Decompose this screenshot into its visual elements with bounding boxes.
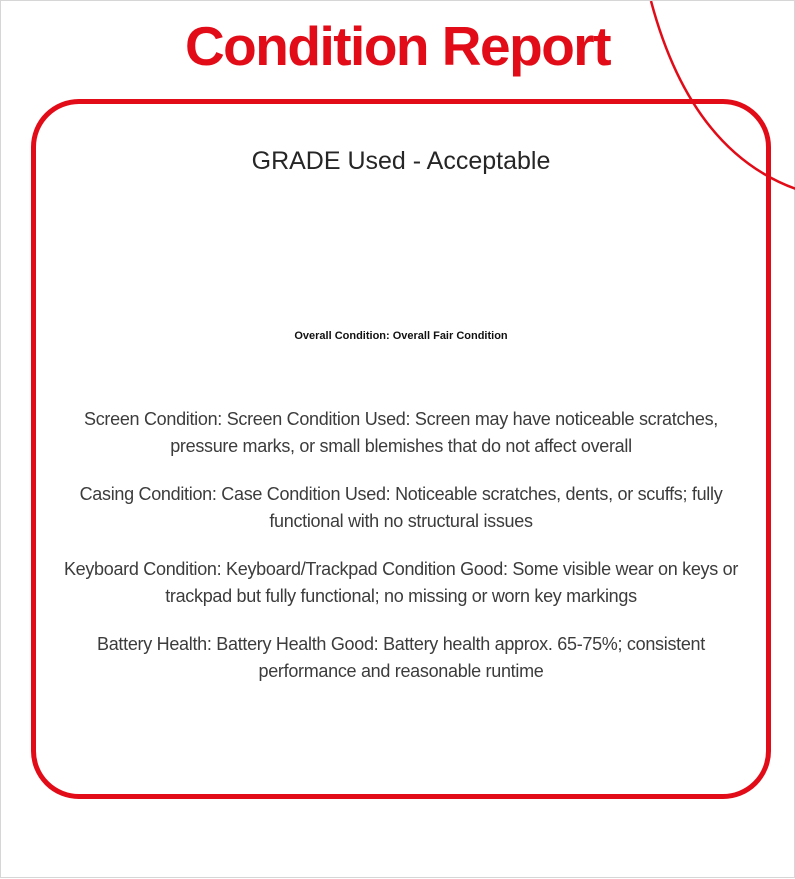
section-screen-condition: Screen Condition: Screen Condition Used: Screen may have noticeable scratches, pressure marks, or small blemishes that do not affect overall bbox=[84, 409, 718, 456]
grade-heading: GRADE Used - Acceptable bbox=[251, 147, 551, 175]
overall-condition-line: Overall Condition: Overall Fair Condition bbox=[294, 330, 508, 342]
section-keyboard-condition: Keyboard Condition: Keyboard/Trackpad Condition Good: Some visible wear on keys or trackpad but fully functional; no missing or worn key markings bbox=[63, 559, 739, 606]
section-casing-condition: Casing Condition: Case Condition Used: Noticeable scratches, dents, or scuffs; fully functional with no structural issues bbox=[79, 484, 723, 531]
condition-sections bbox=[36, 406, 766, 685]
report-box bbox=[31, 99, 771, 799]
page-title: Condition Report bbox=[184, 15, 611, 77]
section-battery-health: Battery Health: Battery Health Good: Battery health approx. 65-75%; consistent performance and reasonable runtime bbox=[97, 634, 705, 681]
